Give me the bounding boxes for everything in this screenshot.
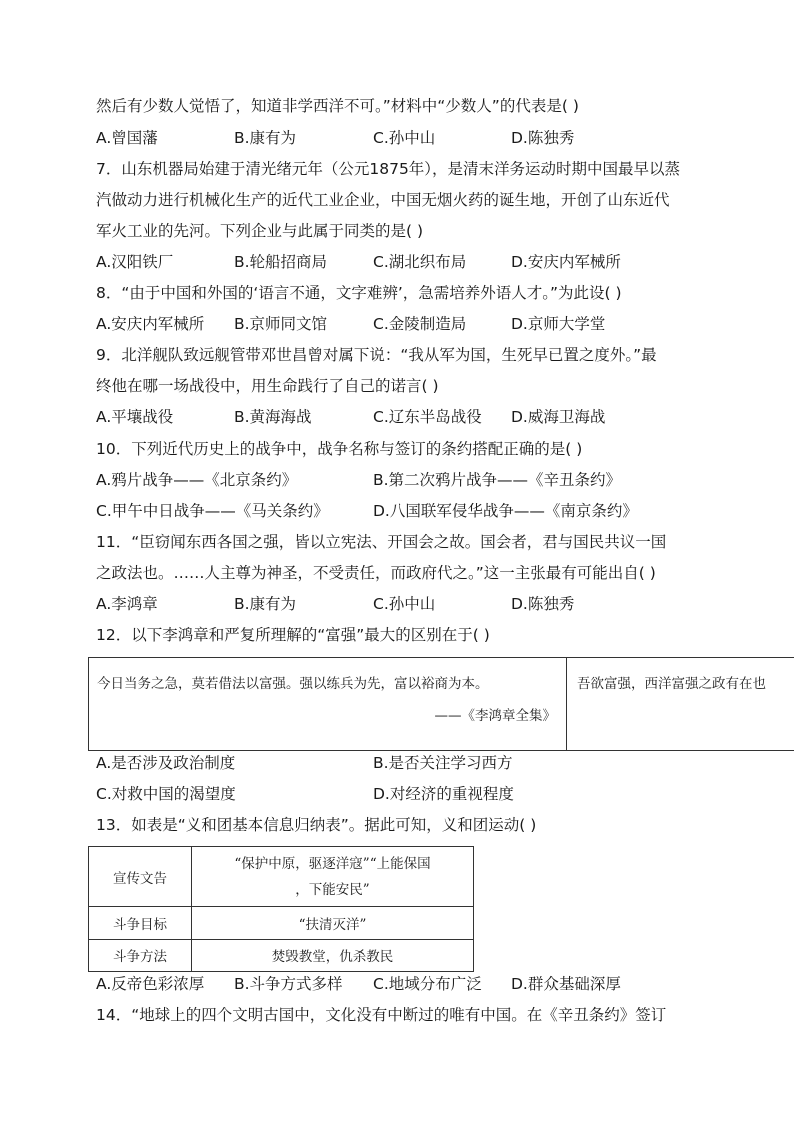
quote-yan-fu: 吾欲富强，西洋富强之政有在也 <box>577 676 766 692</box>
question-12: 12．以下李鸿章和严复所理解的“富强”最大的区别在于( ) <box>96 626 490 644</box>
quote-cell-li-hongzhang <box>89 658 567 750</box>
q12-option-d: D.对经济的重视程度 <box>373 785 514 803</box>
q12-option-c: C.对救中国的渴望度 <box>96 785 236 803</box>
q8-option-a: A.安庆内军械所 <box>96 315 205 333</box>
q8-option-b: B.京师同文馆 <box>234 315 328 333</box>
quote-cell-yan-fu <box>568 658 794 750</box>
quote-source-li-hongzhang: ——《李鸿章全集》 <box>434 708 556 724</box>
quote-li-hongzhang: 今日当务之急，莫若借法以富强。强以练兵为先，富以裕商为本。 <box>97 676 489 692</box>
table-header-cell: 宣传文告 <box>89 847 192 907</box>
q11-option-d: D.陈独秀 <box>511 595 575 613</box>
q11-option-c: C.孙中山 <box>373 595 436 613</box>
table-header-cell: 斗争方法 <box>89 939 192 971</box>
q10-option-c: C.甲午中日战争——《马关条约》 <box>96 502 329 520</box>
q6-option-c: C.孙中山 <box>373 129 436 147</box>
table-row <box>89 907 474 939</box>
table-cell-line: “保护中原，驱逐洋寇”“上能保国 <box>234 855 431 872</box>
question-11-line-2: 之政法也。……人主尊为神圣，不受责任，而政府代之。”这一主张最有可能出自( ) <box>96 564 656 582</box>
q13-option-b: B.斗争方式多样 <box>234 975 343 993</box>
question-6-tail: 然后有少数人觉悟了，知道非学西洋不可。”材料中“少数人”的代表是( ) <box>96 97 579 115</box>
quote-table <box>88 657 794 751</box>
table-cell <box>192 847 474 907</box>
q6-option-d: D.陈独秀 <box>511 129 575 147</box>
question-8: 8．“由于中国和外国的‘语言不通，文字难辨’，急需培养外语人才。”为此设( ) <box>96 284 622 302</box>
q10-option-d: D.八国联军侵华战争——《南京条约》 <box>373 502 638 520</box>
q8-option-c: C.金陵制造局 <box>373 315 467 333</box>
question-11-line-1: 11．“臣窃闻东西各国之强，皆以立宪法、开国会之故。国会者，君与国民共议一国 <box>96 533 667 551</box>
q6-option-a: A.曾国藩 <box>96 129 158 147</box>
question-7-line-1: 7．山东机器局始建于清光绪元年（公元1875年），是清末洋务运动时期中国最早以蒸 <box>96 160 681 178</box>
q7-option-a: A.汉阳铁厂 <box>96 253 174 271</box>
boxer-info-table <box>88 846 474 972</box>
q13-option-a: A.反帝色彩浓厚 <box>96 975 205 993</box>
q13-option-d: D.群众基础深厚 <box>511 975 621 993</box>
q11-option-b: B.康有为 <box>234 595 297 613</box>
question-9-line-1: 9．北洋舰队致远舰管带邓世昌曾对属下说：“我从军为国，生死早已置之度外。”最 <box>96 346 657 364</box>
q7-option-c: C.湖北织布局 <box>373 253 467 271</box>
table-header-cell: 斗争目标 <box>89 907 192 939</box>
q10-option-a: A.鸦片战争——《北京条约》 <box>96 471 298 489</box>
table-cell: 焚毁教堂，仇杀教民 <box>192 939 474 971</box>
q9-option-b: B.黄海海战 <box>234 408 312 426</box>
question-7-line-2: 汽做动力进行机械化生产的近代工业企业，中国无烟火药的诞生地，开创了山东近代 <box>96 191 670 209</box>
question-9-line-2: 终他在哪一场战役中，用生命践行了自己的诺言( ) <box>96 377 439 395</box>
table-row <box>89 939 474 971</box>
question-13: 13．如表是“义和团基本信息归纳表”。据此可知，义和团运动( ) <box>96 816 537 834</box>
q6-option-b: B.康有为 <box>234 129 297 147</box>
table-row <box>89 847 474 907</box>
q12-option-b: B.是否关注学习西方 <box>373 754 513 772</box>
q12-option-a: A.是否涉及政治制度 <box>96 754 236 772</box>
q10-option-b: B.第二次鸦片战争——《辛丑条约》 <box>373 471 622 489</box>
q9-option-a: A.平壤战役 <box>96 408 174 426</box>
question-14: 14．“地球上的四个文明古国中，文化没有中断过的唯有中国。在《辛丑条约》签订 <box>96 1006 667 1024</box>
q9-option-d: D.威海卫海战 <box>511 408 606 426</box>
q8-option-d: D.京师大学堂 <box>511 315 606 333</box>
q11-option-a: A.李鸿章 <box>96 595 158 613</box>
q7-option-b: B.轮船招商局 <box>234 253 328 271</box>
q9-option-c: C.辽东半岛战役 <box>373 408 482 426</box>
question-7-line-3: 军火工业的先河。下列企业与此属于同类的是( ) <box>96 222 424 240</box>
q7-option-d: D.安庆内军械所 <box>511 253 621 271</box>
q13-option-c: C.地域分布广泛 <box>373 975 482 993</box>
question-10: 10．下列近代历史上的战争中，战争名称与签订的条约搭配正确的是( ) <box>96 440 583 458</box>
table-cell: “扶清灭洋” <box>192 907 474 939</box>
table-cell-line: ，下能安民” <box>295 881 370 898</box>
